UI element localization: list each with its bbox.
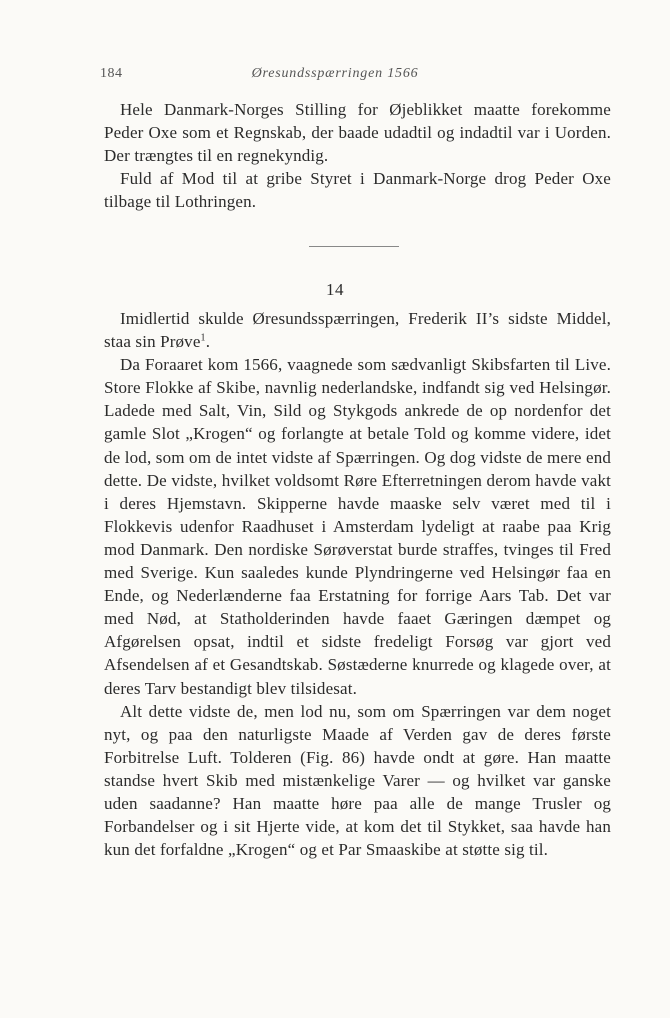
paragraph: Da Foraaret kom 1566, vaagnede som sædvanligt Skibsfarten til Live. Store Flokke af Skibe, navnlig nederlandske, indfandt sig ved Helsingør. Ladede med Salt, Vin, Sild og Stykgods ankrede de op nordenfor det gamle Slot „Krogen“ og forlangte at betale Told og komme videre, idet de lod, som om de intet vidste af Spærringen. Og dog vidste de mere end dette. De vidste, hvilket voldsomt Røre Efterretningen derom havde vakt i deres Hjemstavn. Skipperne havde maaske selv været med til i Flokkevis udenfor Raadhuset i Amsterdam lydeligt at raabe paa Krig mod Danmark. Den nordiske Sørøverstat burde straffes, tvinges til Fred med Sverige. Kun saaledes kunde Plyndringerne ved Helsingør faa en Ende, og Nederlænderne faa Erstatning for forrige Aars Tab. Det var med Nød, at Statholderinden havde faaet Gæringen dæmpet og Afgørelsen opsat, indtil et sidste fredeligt Forsøg var gjort ved Afsendelsen af et Gesandtskab. Søstæderne knurrede og klagede over, at deres Tarv bestandigt blev tilsidesat.	[104, 355, 611, 698]
running-title: Øresundsspærringen 1566	[251, 66, 419, 81]
paragraph-text: Imidlertid skulde Øresundsspærringen, Frederik II’s sidste Middel, staa sin Prøve	[104, 309, 611, 352]
intro-text	[104, 98, 611, 213]
page-number: 184	[100, 66, 123, 81]
section-text	[104, 307, 611, 861]
section-divider	[309, 246, 399, 247]
paragraph: Alt dette vidste de, men lod nu, som om Spærringen var dem noget nyt, og paa den naturligste Maade af Verden gav de deres første Forbitrelse Luft. Tolderen (Fig. 86) havde ondt at gøre. Han maatte standse hvert Skib med mistænkelige Varer — og hvilket var ganske uden saadanne? Han maatte høre paa alle de mange Trusler og Forbandelser og i sit Hjerte vide, at kom det til Stykket, saa havde han kun det forfaldne „Krogen“ og et Par Smaaskibe at støtte sig til.	[104, 701, 611, 860]
paragraph	[104, 307, 611, 353]
running-head	[100, 66, 570, 86]
paragraph-end: .	[205, 332, 211, 352]
footnote-marker[interactable]: 1	[200, 332, 206, 344]
paragraph: Hele Danmark-Norges Stilling for Øjeblikket maatte forekomme Peder Oxe som et Regnskab, der baade udadtil og indadtil var i Uorden. Der trængtes til en regnekyndig.	[104, 100, 611, 166]
paragraph: Fuld af Mod til at gribe Styret i Danmark-Norge drog Peder Oxe tilbage til Lothringen.	[104, 169, 611, 212]
section-number: 14	[326, 280, 344, 299]
